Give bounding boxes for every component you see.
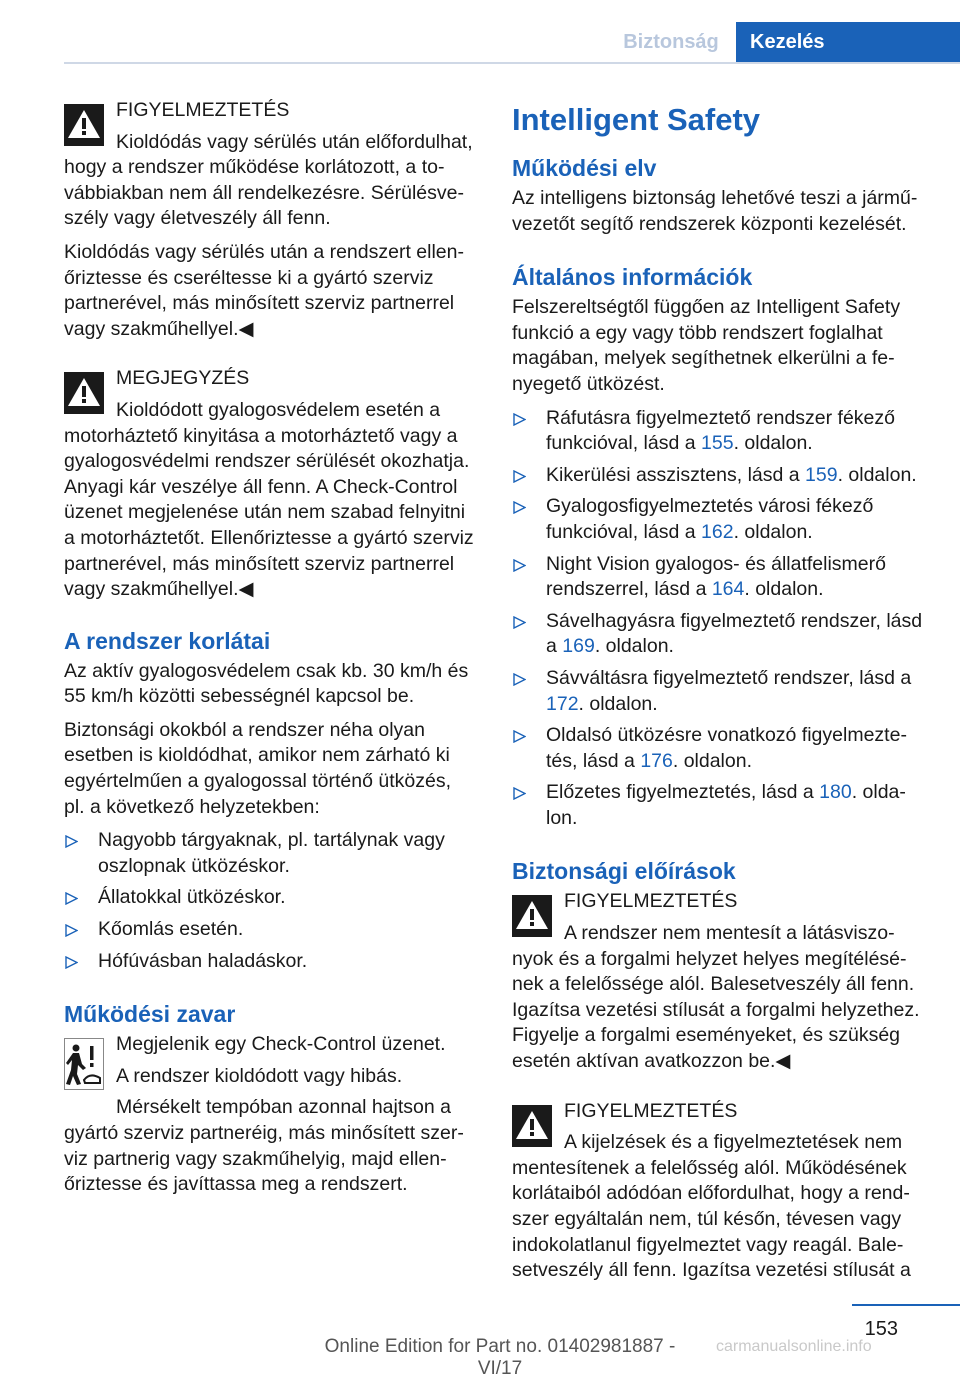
note-label: MEGJEGYZÉS [116,367,250,390]
warning-text: mentesítenek a felelősség alól. Működésének korlátaiból adódóan előfordulhat, hogy a rendszer egyáltalán nem, túl későn, tévesen vagy indokolatlanul figyelmeztet vagy reagál. Balesetveszély áll fenn. Igazítsa vezetési stílusát a [512,1156,911,1282]
warning-icon [512,895,552,937]
section-heading-safety: Biztonsági előírások [512,858,736,885]
systems-list [512,406,926,832]
bullet-triangle-icon [513,730,526,743]
malfunction-lead: Mérsékelt tempóban azonnal hajtson a [116,1096,451,1119]
malfunction-block [64,1032,476,1198]
list-item: Kőomlás esetén. [64,917,476,943]
edition-note: Online Edition for Part no. 01402981887 - VI/17 [324,1336,676,1379]
warning-icon [512,1105,552,1147]
bullet-triangle-icon [65,835,78,848]
list-item: Night Vision gyalogos- és állatfelismerő rendszerrel, lásd a 164. oldalon. [512,552,926,603]
right-column [512,98,926,1308]
tab-kezeles[interactable]: Kezelés [736,22,960,62]
note-lead: Kioldódott gyalogosvédelem esetén a [116,398,441,421]
list-item: Gyalogosfigyelmeztetés városi fékező funkcióval, lásd a 162. oldalon. [512,494,926,545]
list-item: Sávváltásra figyelmeztető rendszer, lásd a 172. oldalon. [512,666,926,717]
warning-block [64,98,476,342]
bullet-triangle-icon [513,413,526,426]
malfunction-line-1: Megjelenik egy Check-Control üzenet. [116,1033,446,1056]
pedestrian-protection-malfunction-icon [64,1038,104,1090]
page-link[interactable]: 172 [546,692,579,715]
list-item: Ráfutásra figyelmeztető rendszer fékező funkcióval, lásd a 155. oldalon. [512,406,926,457]
section-heading-general: Általános információk [512,264,753,291]
warning-block [512,1099,926,1284]
warning-label: FIGYELMEZTETÉS [564,1099,738,1122]
page-link[interactable]: 180 [819,781,852,804]
bullet-triangle-icon [513,501,526,514]
warning-lead: Kioldódás vagy sérülés után előfordulhat, [116,130,473,153]
warning-label: FIGYELMEZTETÉS [116,99,290,121]
page-link[interactable]: 159 [805,463,838,486]
page-title: Intelligent Safety [512,102,761,137]
malfunction-line-2: A rendszer kioldódott vagy hibás. [116,1064,403,1087]
section-heading-limits: A rendszer korlátai [64,627,271,654]
bullet-triangle-icon [513,787,526,800]
warning-lead: A kijelzések és a figyelmeztetések nem [564,1131,903,1154]
bullet-triangle-icon [513,673,526,686]
bullet-triangle-icon [65,892,78,905]
page-link[interactable]: 164 [711,578,745,601]
warning-icon [64,372,104,414]
note-block [64,366,476,602]
section-heading-malfunction: Működési zavar [64,1001,236,1028]
warning-label: FIGYELMEZTETÉS [564,890,738,913]
left-column [64,98,476,1222]
bullet-triangle-icon [513,616,526,629]
bullet-triangle-icon [513,470,526,483]
page-number: 153 [864,1318,898,1340]
limits-paragraph-1: Az aktív gyalogosvédelem csak kb. 30 km/h és 55 km/h közötti sebességnél kapcsol be. [64,659,469,708]
list-item: Kikerülési asszisztens, lásd a 159. oldalon. [512,463,926,489]
warning-text: nyok és a forgalmi helyzet helyes megítélésének a felelőssége alól. Balesetveszély áll fenn. Igazítsa vezetési stílusát a forgalmi helyzethez. Figyelje a forgalmi eseményeket, és szükség esetén aktívan avatkozzon be.◀ [512,947,920,1073]
list-item: Nagyobb tárgyaknak, pl. tartálynak vagy oszlopnak ütközéskor. [64,828,476,879]
page-link[interactable]: 176 [640,749,673,772]
list-item: Sávelhagyásra figyelmeztető rendszer, lásd a 169. oldalon. [512,609,926,660]
header-divider [64,62,960,64]
watermark: carmanualsonline.info [716,1338,872,1355]
page-link[interactable]: 169 [562,635,595,658]
limits-paragraph-2: Biztonsági okokból a rendszer néha olyan esetben is kioldódhat, amikor nem zárható ki egyértelműen a gyalogossal történő ütközés, pl. a következő helyzetekben: [64,718,451,818]
limits-list [64,828,476,974]
list-item: Hófúvásban haladáskor. [64,949,476,975]
footer-divider [852,1304,960,1306]
warning-text-2: Kioldódás vagy sérülés után a rendszert ellenőriztesse és cseréltesse ki a gyártó szerviz partnerével, más minősített szerviz partnerrel vagy szakműhellyel.◀ [64,240,464,340]
page-link[interactable]: 162 [701,520,734,543]
warning-block [512,889,926,1074]
section-heading-principle: Működési elv [512,155,657,181]
tab-biztonsag[interactable]: Biztonság [623,31,719,53]
bullet-triangle-icon [513,559,526,572]
bullet-triangle-icon [65,956,78,969]
page-link[interactable]: 155 [701,432,734,455]
list-item: Állatokkal ütközéskor. [64,885,476,911]
warning-text: hogy a rendszer működése korlátozott, a továbbiakban nem áll rendelkezésre. Sérülésveszély vagy életveszély áll fenn. [64,156,464,230]
general-text: Felszereltségtől függően az Intelligent Safety funkció a egy vagy több rendszert foglalhat magában, melyek segíthetnek elkerülni a fenyegető ütközést. [512,296,901,395]
list-item: Előzetes figyelmeztetés, lásd a 180. oldalon. [512,780,926,831]
malfunction-text: gyártó szerviz partneréig, más minősített szerviz partnerig vagy szakműhelyig, majd ellenőriztesse és javíttassa meg a rendszert. [64,1122,464,1196]
list-item: Oldalsó ütközésre vonatkozó figyelmeztetés, lásd a 176. oldalon. [512,723,926,774]
principle-text: Az intelligens biztonság lehetővé teszi a járművezetőt segítő rendszerek központi kezelését. [512,187,918,235]
bullet-triangle-icon [65,924,78,937]
warning-lead: A rendszer nem mentesít a látásviszo- [564,922,895,945]
note-text: motorháztető kinyitása a motorháztető vagy a gyalogosvédelmi rendszer sérülését okozhatja. Anyagi kár veszélye áll fenn. A Check-Control üzenet megjelenése után nem szabad felnyitni a motorháztetőt. Ellenőriztesse a gyártó szerviz partnerével, más minősített szerviz partnerrel vagy szakműhellyel.◀ [64,424,474,601]
warning-icon [64,104,104,146]
